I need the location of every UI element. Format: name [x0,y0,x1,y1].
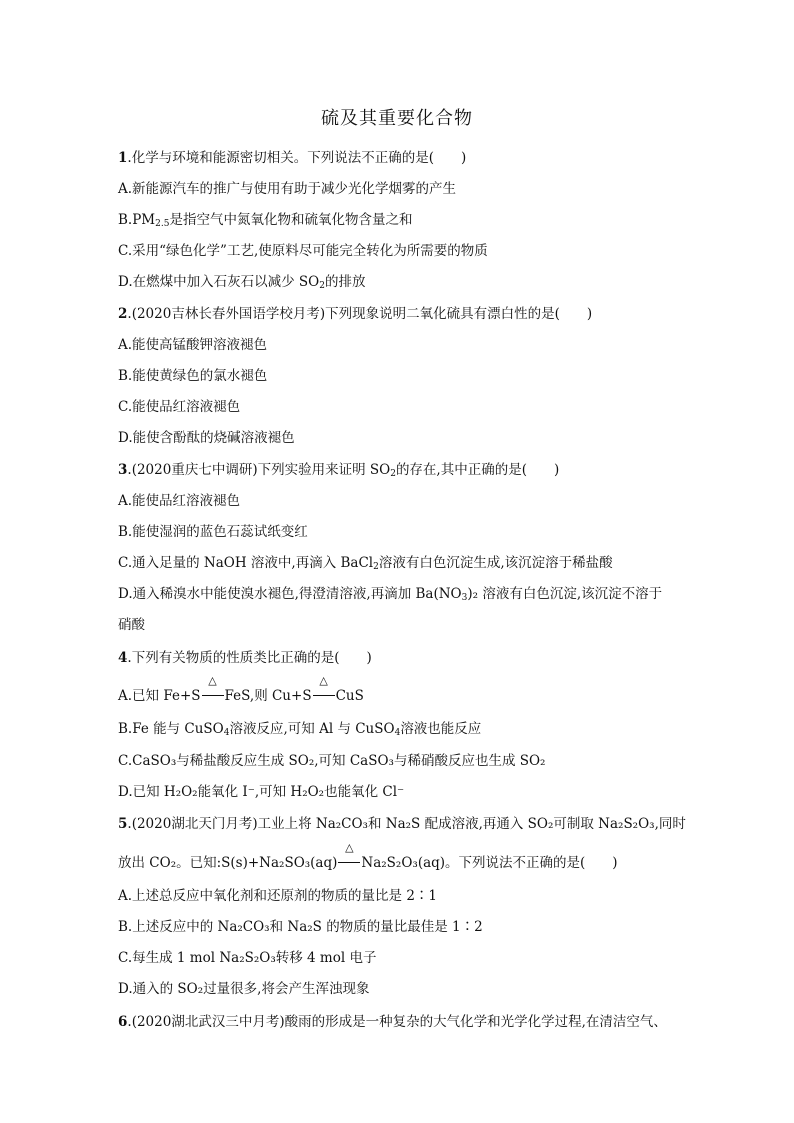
option-text: A.已知 Fe+S [118,688,201,704]
option-text: B.Fe 能与 CuSO [118,721,224,737]
subscript: 4 [223,728,230,738]
option-text: )₂ 溶液有白色沉淀,该沉淀不溶于 [467,586,663,602]
q3-option-d [118,582,718,603]
option-text: D.通入稀溴水中能使溴水褪色,得澄清溶液,再滴加 Ba(NO [118,586,462,602]
question-text: .(2020吉林长春外国语学校月考)下列现象说明二氧化硫具有漂白性的是( ) [127,306,593,322]
q3-option-a: A.能使品红溶液褪色 [118,493,241,509]
question-text: .(2020湖北天门月考)工业上将 Na₂CO₃和 Na₂S 配成溶液,再通入 SO₂可制取 Na₂S₂O₃,同时 [127,816,686,832]
q4-option-a [118,674,718,704]
q2-option-b: B.能使黄绿色的氯水褪色 [118,368,268,384]
option-text: B.PM [118,212,156,228]
question-4-stem [118,646,718,666]
question-6-stem [118,1010,718,1030]
q3-option-d-continued: 硝酸 [118,617,145,633]
q1-option-a: A.新能源汽车的推广与使用有助于减少光化学烟雾的产生 [118,181,457,197]
q5-option-c: C.每生成 1 mol Na₂S₂O₃转移 4 mol 电子 [118,950,377,966]
option-text: 的排放 [324,274,366,290]
q4-option-b [118,717,718,738]
question-3-stem [118,458,718,479]
reaction-line [202,695,224,696]
subscript: 2 [373,562,379,572]
question-number: 1 [118,150,128,166]
q2-option-a: A.能使高锰酸钾溶液褪色 [118,337,268,353]
option-text: C.通入足量的 NaOH 溶液中,再滴入 BaCl [118,555,374,571]
heat-symbol: △ [208,674,217,687]
question-5-stem-continued [118,841,718,871]
question-text: .化学与环境和能源密切相关。下列说法不正确的是( ) [127,150,467,166]
question-5-stem [118,812,718,832]
option-text: 是指空气中氮氧化物和硫氧化物含量之和 [169,212,413,228]
q4-option-c: C.CaSO₃与稀盐酸反应生成 SO₂,可知 CaSO₃与稀硝酸反应也生成 SO₂ [118,753,546,769]
q2-option-d: D.能使含酚酞的烧碱溶液褪色 [118,430,295,446]
question-1-stem [118,146,718,166]
subscript: 2 [390,469,396,479]
subscript: 2.5 [155,219,170,229]
option-text: 溶液有白色沉淀生成,该沉淀溶于稀盐酸 [378,555,613,571]
heat-symbol: △ [319,674,328,687]
q5-option-a: A.上述总反应中氧化剂和还原剂的物质的量比是 2∶1 [118,888,438,904]
question-number: 6 [118,1014,128,1030]
option-text: D.在燃煤中加入石灰石以减少 SO [118,274,320,290]
question-number: 2 [118,306,128,322]
subscript: 3 [461,593,468,603]
subscript: 4 [394,728,401,738]
question-number: 3 [118,462,128,478]
option-text: FeS,则 Cu+S [224,688,312,704]
q1-option-b [118,208,718,229]
q4-option-d: D.已知 H₂O₂能氧化 I⁻,可知 H₂O₂也能氧化 Cl⁻ [118,784,405,800]
question-number: 5 [118,816,128,832]
q1-option-c: C.采用“绿色化学”工艺,使原料尽可能完全转化为所需要的物质 [118,243,488,259]
question-text: .(2020重庆七中调研)下列实验用来证明 SO [127,462,391,478]
heating-arrow [337,841,361,871]
page-title: 硫及其重要化合物 [321,108,473,129]
q5-option-b: B.上述反应中的 Na₂CO₃和 Na₂S 的物质的量比最佳是 1∶2 [118,919,483,935]
q1-option-d [118,270,718,291]
question-number: 4 [118,650,128,666]
question-text: Na₂S₂O₃(aq)。下列说法不正确的是( ) [361,855,618,871]
question-text: .(2020湖北武汉三中月考)酸雨的形成是一种复杂的大气化学和光学化学过程,在清洁空气、 [127,1014,667,1030]
option-text: 溶液也能反应 [400,721,482,737]
heat-symbol: △ [345,841,354,854]
heating-arrow [201,674,225,704]
q2-option-c: C.能使品红溶液褪色 [118,399,241,415]
heating-arrow [312,674,336,704]
question-2-stem [118,302,718,322]
option-text: 溶液反应,可知 Al 与 CuSO [229,721,395,737]
q5-option-d: D.通入的 SO₂过量很多,将会产生浑浊现象 [118,981,370,997]
subscript: 2 [319,281,325,291]
q3-option-b: B.能使湿润的蓝色石蕊试纸变红 [118,524,308,540]
q3-option-c [118,551,718,572]
question-text: 放出 CO₂。已知:S(s)+Na₂SO₃(aq) [118,855,338,871]
reaction-line [313,695,335,696]
reaction-line [338,862,360,863]
question-text: 的存在,其中正确的是( ) [395,462,560,478]
question-text: .下列有关物质的性质类比正确的是( ) [127,650,372,666]
option-text: CuS [335,688,364,704]
